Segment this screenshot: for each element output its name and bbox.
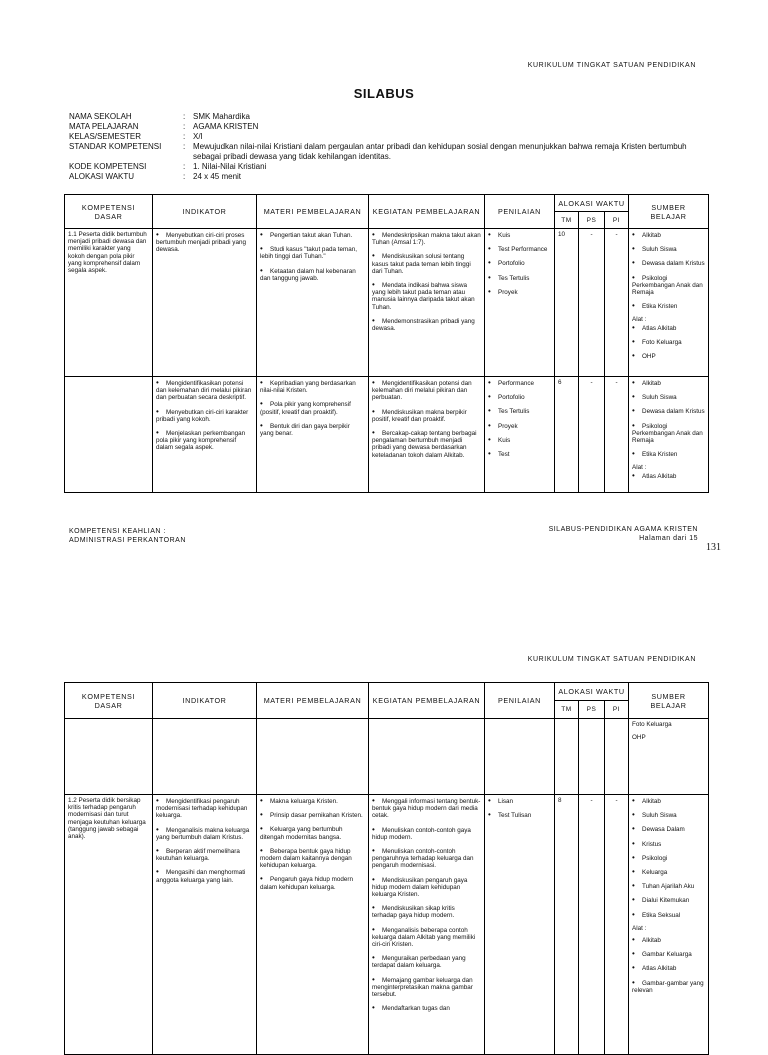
list-item: • Beberapa bentuk gaya hidup modern dalam kaitannya dengan kehidupan keluarga. — [260, 847, 365, 870]
colon: : — [183, 142, 186, 151]
list-item: • Dewasa Dalam — [632, 825, 705, 833]
list-item: • Mendata indikasi bahwa siswa yang lebih takut pada teman atau manusia lainnya daripada takut akan Tuhan. — [372, 281, 481, 311]
footer-competency-label: KOMPETENSI KEAHLIAN : — [69, 528, 166, 535]
curriculum-header: KURIKULUM TINGKAT SATUAN PENDIDIKAN — [527, 656, 696, 663]
ps-cell — [579, 719, 605, 795]
kd-cell: 1.2 Peserta didik bersikap kritis terhadap pengaruh modernisasi dan turut menjaga keutuhan keluarga (tanggung jawab sebagai anak). — [65, 795, 153, 1055]
info-value: X/I — [193, 132, 203, 141]
colon: : — [183, 132, 186, 141]
list-item: • Etika Kristen — [632, 302, 705, 310]
list-item: • Makna keluarga Kristen. — [260, 797, 365, 805]
list-item: • Tes Tertulis — [488, 407, 551, 415]
syllabus-table-continued — [64, 682, 709, 1055]
col-header-sumber: SUMBER BELAJAR — [629, 195, 709, 229]
col-header-penilaian: PENILAIAN — [485, 683, 555, 719]
sumber-cell — [629, 719, 709, 795]
list-item: • Pengertian takut akan Tuhan. — [260, 231, 365, 239]
list-item: • Psikologi — [632, 854, 705, 862]
info-label: ALOKASI WAKTU — [69, 172, 135, 181]
tm-cell: 10 — [555, 229, 579, 377]
penilaian-cell — [485, 795, 555, 1055]
list-item: • Alkitab — [632, 936, 705, 944]
list-item: • Proyek — [488, 422, 551, 430]
list-item: • Menganalisis makna keluarga yang bertumbuh dalam Kristus. — [156, 826, 253, 841]
list-item: • Suluh Siswa — [632, 811, 705, 819]
footer-right — [549, 526, 698, 543]
list-item: • Mendiskusikan makna berpikir positif, kreatif dan proaktif. — [372, 408, 481, 423]
list-item: • Bercakap-cakap tentang berbagai pengalaman bertumbuh menjadi pribadi yang dewasa berdasarkan keteladanan tokoh dalam Alkitab. — [372, 429, 481, 459]
list-item: • Mengasihi dan menghormati anggota keluarga yang lain. — [156, 868, 253, 883]
list-item: • Psikologi Perkembangan Anak dan Remaja — [632, 274, 705, 297]
list-item: • Ketaatan dalam hal kebenaran dan tanggung jawab. — [260, 267, 365, 282]
list-item: • Alkitab — [632, 231, 705, 239]
kegiatan-cell — [369, 795, 485, 1055]
pi-cell: - — [605, 229, 629, 377]
indikator-cell — [153, 719, 257, 795]
list-item: • Mendaftarkan tugas dan — [372, 1004, 481, 1012]
col-header-alokasi: ALOKASI WAKTU — [555, 683, 629, 701]
col-header-ps: PS — [579, 701, 605, 719]
indikator-cell — [153, 377, 257, 493]
col-header-materi: MATERI PEMBELAJARAN — [257, 195, 369, 229]
list-item: • Mendemonstrasikan pribadi yang dewasa. — [372, 317, 481, 332]
list-item: • Gambar Keluarga — [632, 950, 705, 958]
info-row-time — [69, 172, 713, 182]
list-item: • Mendiskusikan pengaruh gaya hidup modern dalam kehidupan keluarga Kristen. — [372, 876, 481, 899]
pi-cell: - — [605, 377, 629, 493]
kegiatan-cell — [369, 377, 485, 493]
col-header-kd: KOMPETENSI DASAR — [65, 195, 153, 229]
colon: : — [183, 162, 186, 171]
list-item: OHP — [632, 734, 646, 742]
list-item: • Psikologi Perkembangan Anak dan Remaja — [632, 422, 705, 445]
page-title: SILABUS — [353, 86, 415, 101]
list-item: • Menguraikan perbedaan yang terdapat dalam keluarga. — [372, 954, 481, 969]
info-value: AGAMA KRISTEN — [193, 122, 259, 131]
colon: : — [183, 112, 186, 121]
info-label: MATA PELAJARAN — [69, 122, 139, 131]
ps-cell: - — [579, 377, 605, 493]
pi-cell — [605, 719, 629, 795]
list-item: • Suluh Siswa — [632, 393, 705, 401]
list-item: • Tuhan Ajarilah Aku — [632, 882, 705, 890]
info-row-class — [69, 132, 713, 142]
list-item: • Memajang gambar keluarga dan menginterpretasikan makna gambar tersebut. — [372, 976, 481, 999]
info-row-standard — [69, 142, 713, 162]
tm-cell: 8 — [555, 795, 579, 1055]
info-label: STANDAR KOMPETENSI — [69, 142, 162, 151]
syllabus-table — [64, 194, 709, 493]
list-item: • Kuis — [488, 436, 551, 444]
table-row — [65, 795, 709, 1055]
list-item: • Studi kasus "takut pada teman, lebih tinggi dari Tuhan." — [260, 245, 365, 260]
info-label: KELAS/SEMESTER — [69, 132, 142, 141]
list-item: • Menggali informasi tentang bentuk-bentuk gaya hidup modern dari media cetak. — [372, 797, 481, 820]
list-item: • Berperan aktif memelihara keutuhan keluarga. — [156, 847, 253, 862]
list-item: • Mengidentifikasikan potensi dan kelemahan diri melalui pikiran dan perbuatan. — [372, 379, 481, 402]
tm-cell — [555, 719, 579, 795]
info-value: SMK Mahardika — [193, 112, 250, 121]
info-row-school — [69, 112, 713, 122]
col-header-indikator: INDIKATOR — [153, 195, 257, 229]
col-header-kd: KOMPETENSI DASAR — [65, 683, 153, 719]
list-item: • Gambar-gambar yang relevan — [632, 979, 705, 994]
tools-label: Alat : — [632, 464, 647, 472]
list-item: • Keluarga — [632, 868, 705, 876]
tools-label: Alat : — [632, 316, 647, 324]
list-item: • Test — [488, 450, 551, 458]
pi-cell: - — [605, 795, 629, 1055]
col-header-kegiatan: KEGIATAN PEMBELAJARAN — [369, 683, 485, 719]
indikator-cell — [153, 795, 257, 1055]
penilaian-cell — [485, 229, 555, 377]
table-row — [65, 229, 709, 377]
materi-cell — [257, 795, 369, 1055]
list-item: • Mengidentifikasi pengaruh modernisasi terhadap kehidupan keluarga. — [156, 797, 253, 820]
tools-label: Alat : — [632, 924, 647, 932]
materi-cell — [257, 229, 369, 377]
list-item: • Pengaruh gaya hidup modern dalam kehidupan keluarga. — [260, 875, 365, 890]
col-header-indikator: INDIKATOR — [153, 683, 257, 719]
info-value: 1. Nilai-Nilai Kristiani — [193, 162, 267, 171]
info-label: KODE KOMPETENSI — [69, 162, 147, 171]
list-item: • Test Performance — [488, 245, 551, 253]
list-item: • Foto Keluarga — [632, 338, 705, 346]
penilaian-cell — [485, 719, 555, 795]
kd-cell: 1.1 Peserta didik bertumbuh menjadi pribadi dewasa dan memiliki karakter yang kokoh dengan pola pikir yang komprehensif dalam segala aspek. — [65, 229, 153, 377]
list-item: • Portofolio — [488, 259, 551, 267]
list-item: • Mengidentifikasikan potensi dan kelemahan diri melalui pikiran dan perbuatan secara deskriptif. — [156, 379, 253, 402]
info-value: Mewujudkan nilai-nilai Kristiani dalam pergaulan antar pribadi dan kehidupan sosial dengan menunjukkan bahwa remaja Kristen bertumbuh sebagai pribadi dewasa yang tidak kehilangan identitas. — [193, 142, 687, 161]
list-item: • Tes Tertulis — [488, 274, 551, 282]
list-item: • Menyebutkan ciri-ciri karakter pribadi yang kokoh. — [156, 408, 253, 423]
list-item: • Alkitab — [632, 379, 705, 387]
list-item: • Menuliskan contoh-contoh gaya hidup modern. — [372, 826, 481, 841]
list-item: • Atlas Alkitab — [632, 324, 705, 332]
list-item: • Dewasa dalam Kristus — [632, 259, 705, 267]
list-item: • Lisan — [488, 797, 551, 805]
list-item: • Menyebutkan ciri-ciri proses bertumbuh menjadi pribadi yang dewasa. — [156, 231, 253, 254]
list-item: • Atlas Alkitab — [632, 964, 705, 972]
materi-cell — [257, 377, 369, 493]
footer-left — [69, 528, 186, 545]
info-row-subject — [69, 122, 713, 132]
list-item: • Atlas Alkitab — [632, 472, 705, 480]
list-item: • Menuliskan contoh-contoh pengaruhnya terhadap keluarga dan pengaruh modernisasi. — [372, 847, 481, 870]
kegiatan-cell — [369, 719, 485, 795]
footer-doc-name: SILABUS-PENDIDIKAN AGAMA KRISTEN — [548, 526, 698, 533]
col-header-tm: TM — [555, 212, 579, 229]
col-header-penilaian: PENILAIAN — [485, 195, 555, 229]
list-item: • Keluarga yang bertumbuh ditengah modernitas bangsa. — [260, 825, 365, 840]
indikator-cell — [153, 229, 257, 377]
list-item: • Mendeskripsikan makna takut akan Tuhan (Amsal 1:7). — [372, 231, 481, 246]
kegiatan-cell — [369, 229, 485, 377]
info-row-code — [69, 162, 713, 172]
penilaian-cell — [485, 377, 555, 493]
page-number: 131 — [706, 542, 721, 553]
ps-cell: - — [579, 229, 605, 377]
list-item: • Portofolio — [488, 393, 551, 401]
table-row — [65, 377, 709, 493]
col-header-sumber: SUMBER BELAJAR — [629, 683, 709, 719]
materi-cell — [257, 719, 369, 795]
list-item: • Mendiskusikan sikap kritis terhadap gaya hidup modern. — [372, 904, 481, 919]
list-item: • Kuis — [488, 231, 551, 239]
footer-competency-value: ADMINISTRASI PERKANTORAN — [69, 536, 186, 544]
info-label: NAMA SEKOLAH — [69, 112, 132, 121]
list-item: • Menjelaskan perkembangan pola pikir yang komprehensif dalam segala aspek. — [156, 429, 253, 452]
ps-cell: - — [579, 795, 605, 1055]
col-header-ps: PS — [579, 212, 605, 229]
sumber-cell — [629, 229, 709, 377]
list-item: • Pola pikir yang komprehensif (positif, kreatif dan proaktif). — [260, 400, 365, 415]
list-item: • Performance — [488, 379, 551, 387]
list-item: • OHP — [632, 352, 705, 360]
list-item: • Proyek — [488, 288, 551, 296]
info-value: 24 x 45 menit — [193, 172, 242, 181]
list-item: • Bentuk diri dan gaya berpikir yang benar. — [260, 422, 365, 437]
list-item: • Etika Seksual — [632, 911, 705, 919]
list-item: • Kepribadian yang berdasarkan nilai-nilai Kristen. — [260, 379, 365, 394]
list-item: • Test Tulisan — [488, 811, 551, 819]
tm-cell: 6 — [555, 377, 579, 493]
list-item: • Prinsip dasar pernikahan Kristen. — [260, 811, 365, 819]
list-item: • Kristus — [632, 840, 705, 848]
list-item: • Suluh Siswa — [632, 245, 705, 253]
list-item: Foto Keluarga — [632, 721, 672, 728]
list-item: • Etika Kristen — [632, 450, 705, 458]
col-header-pi: PI — [605, 212, 629, 229]
col-header-pi: PI — [605, 701, 629, 719]
colon: : — [183, 172, 186, 181]
col-header-tm: TM — [555, 701, 579, 719]
syllabus-info — [69, 112, 713, 182]
sumber-cell — [629, 795, 709, 1055]
kd-cell — [65, 719, 153, 795]
list-item: • Dialui Kitemukan — [632, 896, 705, 904]
footer-page-of: Halaman dari 15 — [639, 534, 698, 542]
sumber-cell — [629, 377, 709, 493]
curriculum-header: KURIKULUM TINGKAT SATUAN PENDIDIKAN — [527, 62, 696, 69]
col-header-kegiatan: KEGIATAN PEMBELAJARAN — [369, 195, 485, 229]
colon: : — [183, 122, 186, 131]
list-item: • Alkitab — [632, 797, 705, 805]
table-row — [65, 719, 709, 795]
list-item: • Mendiskusikan solusi tentang kasus takut pada teman lebih tinggi dari Tuhan. — [372, 252, 481, 275]
col-header-alokasi: ALOKASI WAKTU — [555, 195, 629, 212]
list-item: • Dewasa dalam Kristus — [632, 407, 705, 415]
col-header-materi: MATERI PEMBELAJARAN — [257, 683, 369, 719]
kd-cell — [65, 377, 153, 493]
list-item: • Menganalisis beberapa contoh keluarga dalam Alkitab yang memiliki ciri-ciri Kristen. — [372, 926, 481, 949]
